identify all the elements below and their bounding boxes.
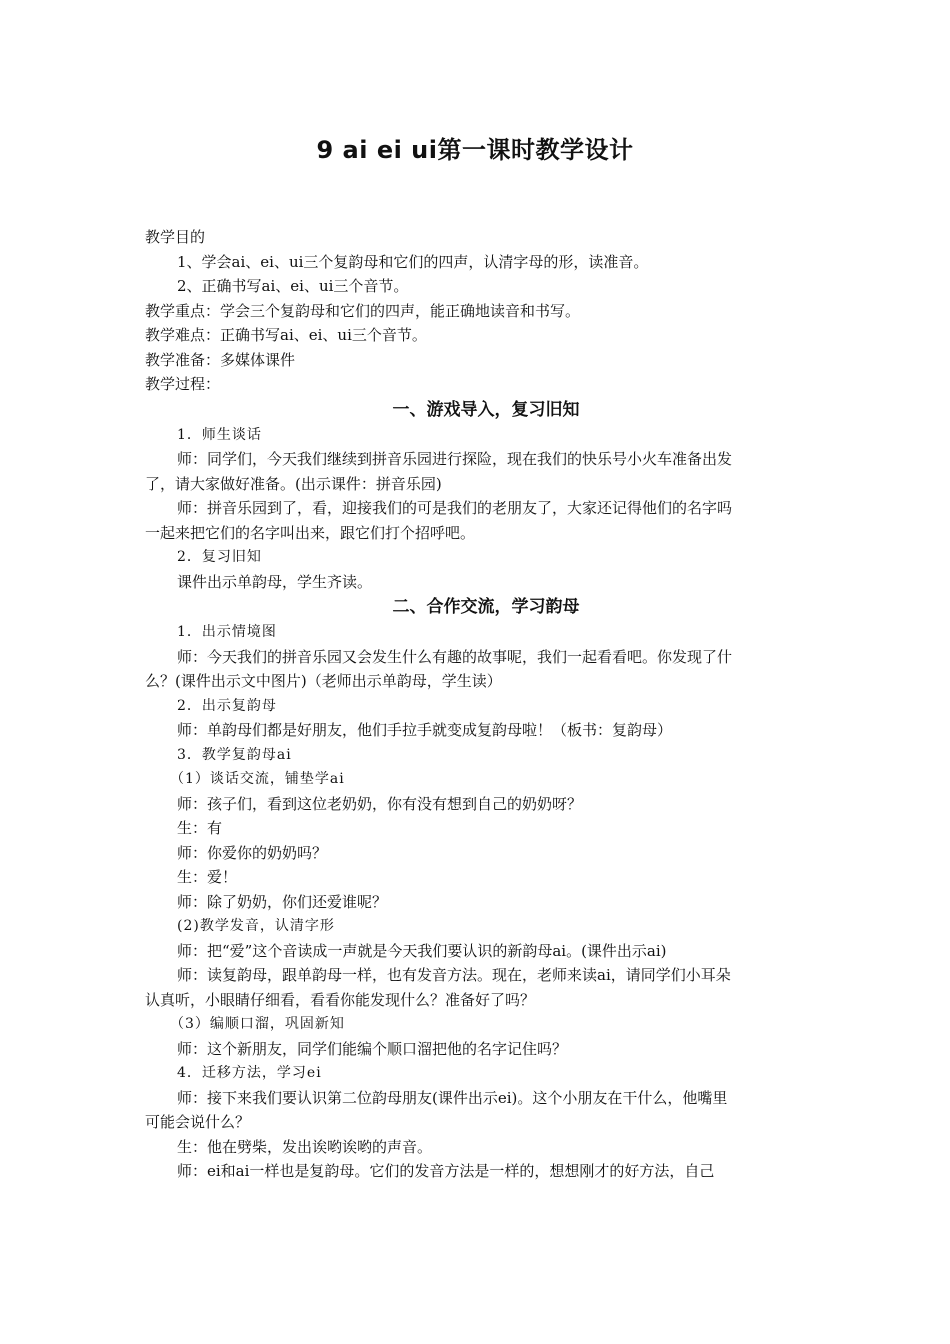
text-line: 师：同学们，今天我们继续到拼音乐园进行探险，现在我们的快乐号小火车准备出发 bbox=[177, 450, 733, 468]
text-line: 师：单韵母们都是好朋友，他们手拉手就变成复韵母啦！（板书：复韵母） bbox=[177, 721, 673, 739]
text-line: 师：除了奶奶，你们还爱谁呢？ bbox=[177, 892, 388, 911]
text-line: 师：拼音乐园到了，看，迎接我们的可是我们的老朋友了，大家还记得他们的名字吗 bbox=[177, 499, 733, 517]
section-heading: 一、游戏导入，复习旧知 bbox=[392, 399, 580, 420]
text-line: 认真听，小眼睛仔细看，看看你能发现什么？准备好了吗？ bbox=[145, 990, 536, 1009]
text-line: 教学过程： bbox=[145, 375, 221, 393]
text-line: 师：今天我们的拼音乐园又会发生什么有趣的故事呢，我们一起看看吧。你发现了什 bbox=[177, 647, 733, 666]
text-line: 师：这个新朋友，同学们能编个顺口溜把他的名字记住吗？ bbox=[177, 1039, 568, 1058]
text-line: 生：爱！ bbox=[177, 868, 238, 886]
section-heading: 二、合作交流，学习韵母 bbox=[392, 597, 580, 617]
text-line: 师：把“爱”这个音读成一声就是今天我们要认识的新韵母ai。(课件出示ai) bbox=[177, 941, 667, 960]
text-line: 师：接下来我们要认识第二位韵母朋友(课件出示ei)。这个小朋友在干什么，他嘴里 bbox=[177, 1088, 728, 1107]
text-line: 2．出示复韵母 bbox=[177, 697, 277, 714]
text-line: 么？(课件出示文中图片)（老师出示单韵母，学生读） bbox=[145, 672, 502, 690]
text-line: 生：有 bbox=[177, 819, 223, 837]
text-line: 2．复习旧知 bbox=[177, 549, 262, 565]
text-line: 师：孩子们，看到这位老奶奶，你有没有想到自己的奶奶呀？ bbox=[177, 794, 583, 813]
text-line: 1．师生谈话 bbox=[177, 426, 262, 443]
text-line: (2)教学发音，认清字形 bbox=[177, 918, 335, 934]
text-line: 1．出示情境图 bbox=[177, 624, 277, 640]
text-line: 师：你爱你的奶奶吗？ bbox=[177, 843, 328, 862]
text-line: 教学重点：学会三个复韵母和它们的四声，能正确地读音和书写。 bbox=[145, 301, 581, 320]
text-line: 一起来把它们的名字叫出来，跟它们打个招呼吧。 bbox=[145, 523, 476, 542]
text-line: 1、学会ai、ei、ui三个复韵母和它们的四声，认清字母的形，读准音。 bbox=[177, 252, 649, 271]
text-line: （3）编顺口溜，巩固新知 bbox=[170, 1016, 345, 1032]
text-line: 师：读复韵母，跟单韵母一样，也有发音方法。现在，老师来读ai，请同学们小耳朵 bbox=[177, 966, 731, 984]
text-line: 4．迁移方法，学习ei bbox=[177, 1065, 322, 1081]
text-line: 教学目的 bbox=[145, 228, 206, 246]
text-line: 师：ei和ai一样也是复韵母。它们的发音方法是一样的，想想刚才的好方法，自己 bbox=[177, 1162, 715, 1180]
document-body bbox=[145, 225, 807, 1184]
text-line: 教学准备：多媒体课件 bbox=[145, 350, 296, 369]
text-line: 课件出示单韵母，学生齐读。 bbox=[177, 572, 373, 591]
text-line: 2、正确书写ai、ei、ui三个音节。 bbox=[177, 277, 409, 295]
text-line: 教学难点：正确书写ai、ei、ui三个音节。 bbox=[145, 326, 427, 344]
text-line: （1）谈话交流，铺垫学ai bbox=[170, 771, 345, 787]
text-line: 了，请大家做好准备。(出示课件：拼音乐园) bbox=[145, 474, 442, 493]
text-line: 生：他在劈柴，发出诶哟诶哟的声音。 bbox=[177, 1137, 433, 1156]
document-title: 9 ai ei ui第一课时教学设计 bbox=[316, 136, 634, 164]
text-line: 可能会说什么？ bbox=[145, 1113, 251, 1131]
text-line: 3．教学复韵母ai bbox=[177, 746, 292, 763]
